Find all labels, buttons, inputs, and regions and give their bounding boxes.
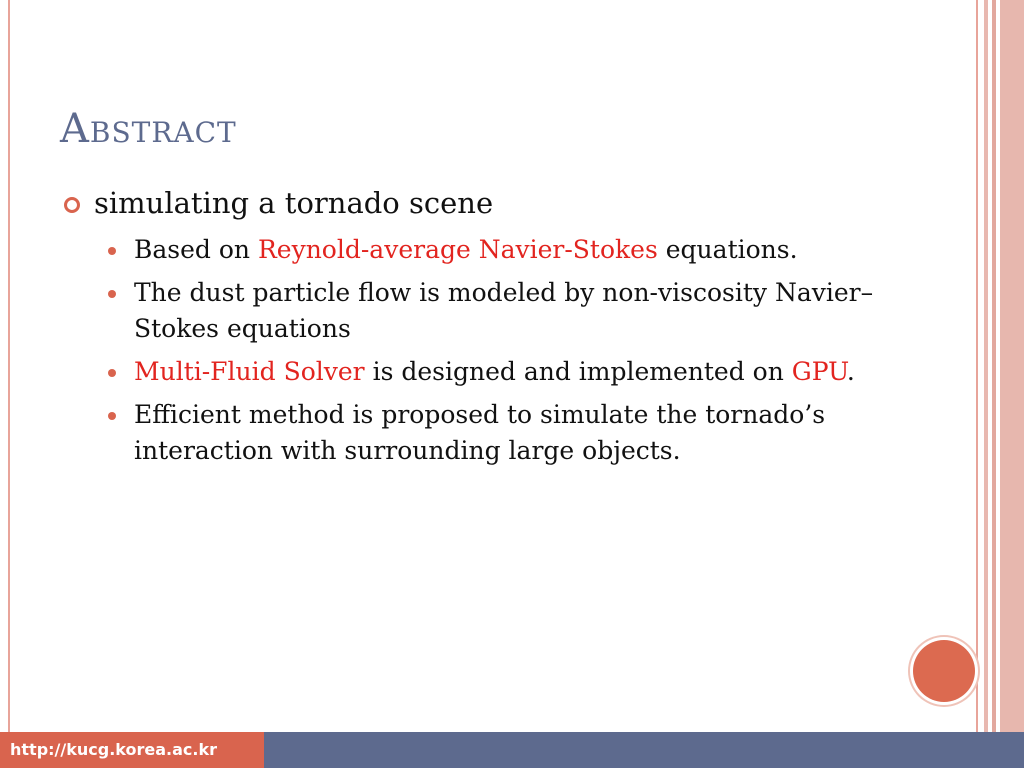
- stripe: [1000, 0, 1024, 732]
- list-item: [106, 354, 906, 390]
- bullet-text: Efficient method is proposed to simulate the tornado’s interaction with surrounding large objects.: [134, 400, 826, 465]
- bullet-text: equations.: [657, 235, 798, 264]
- bullet-text: is designed and implemented on: [364, 357, 792, 386]
- list-item: [106, 397, 906, 469]
- highlight-text: GPU: [791, 357, 847, 386]
- bullet-text: Based on: [134, 235, 258, 264]
- slide-title: Abstract: [60, 106, 237, 152]
- right-border-stripes: [976, 0, 1024, 732]
- stripe: [992, 0, 996, 732]
- stripe: [984, 0, 988, 732]
- bullet-dot-icon: [108, 290, 116, 298]
- stripe: [976, 0, 978, 732]
- bullet-dot-icon: [108, 412, 116, 420]
- level1-text: simulating a tornado scene: [94, 186, 494, 220]
- highlight-text: Reynold-average Navier-Stokes: [257, 235, 658, 264]
- list-item: [106, 275, 906, 347]
- bullet-text: The dust particle flow is modeled by non-viscosity Navier–Stokes equations: [134, 278, 874, 343]
- sub-bullet-list: [106, 232, 906, 476]
- list-item: [106, 232, 906, 268]
- level1-bullet: [64, 186, 493, 220]
- bullet-dot-icon: [108, 247, 116, 255]
- footer-url-link[interactable]: http://kucg.korea.ac.kr: [0, 732, 264, 768]
- highlight-text: Multi-Fluid Solver: [134, 357, 365, 386]
- ring-bullet-icon: [64, 197, 80, 213]
- bullet-text: .: [846, 357, 855, 386]
- left-border-line: [8, 0, 10, 732]
- bullet-dot-icon: [108, 369, 116, 377]
- decorative-circle: [913, 640, 975, 702]
